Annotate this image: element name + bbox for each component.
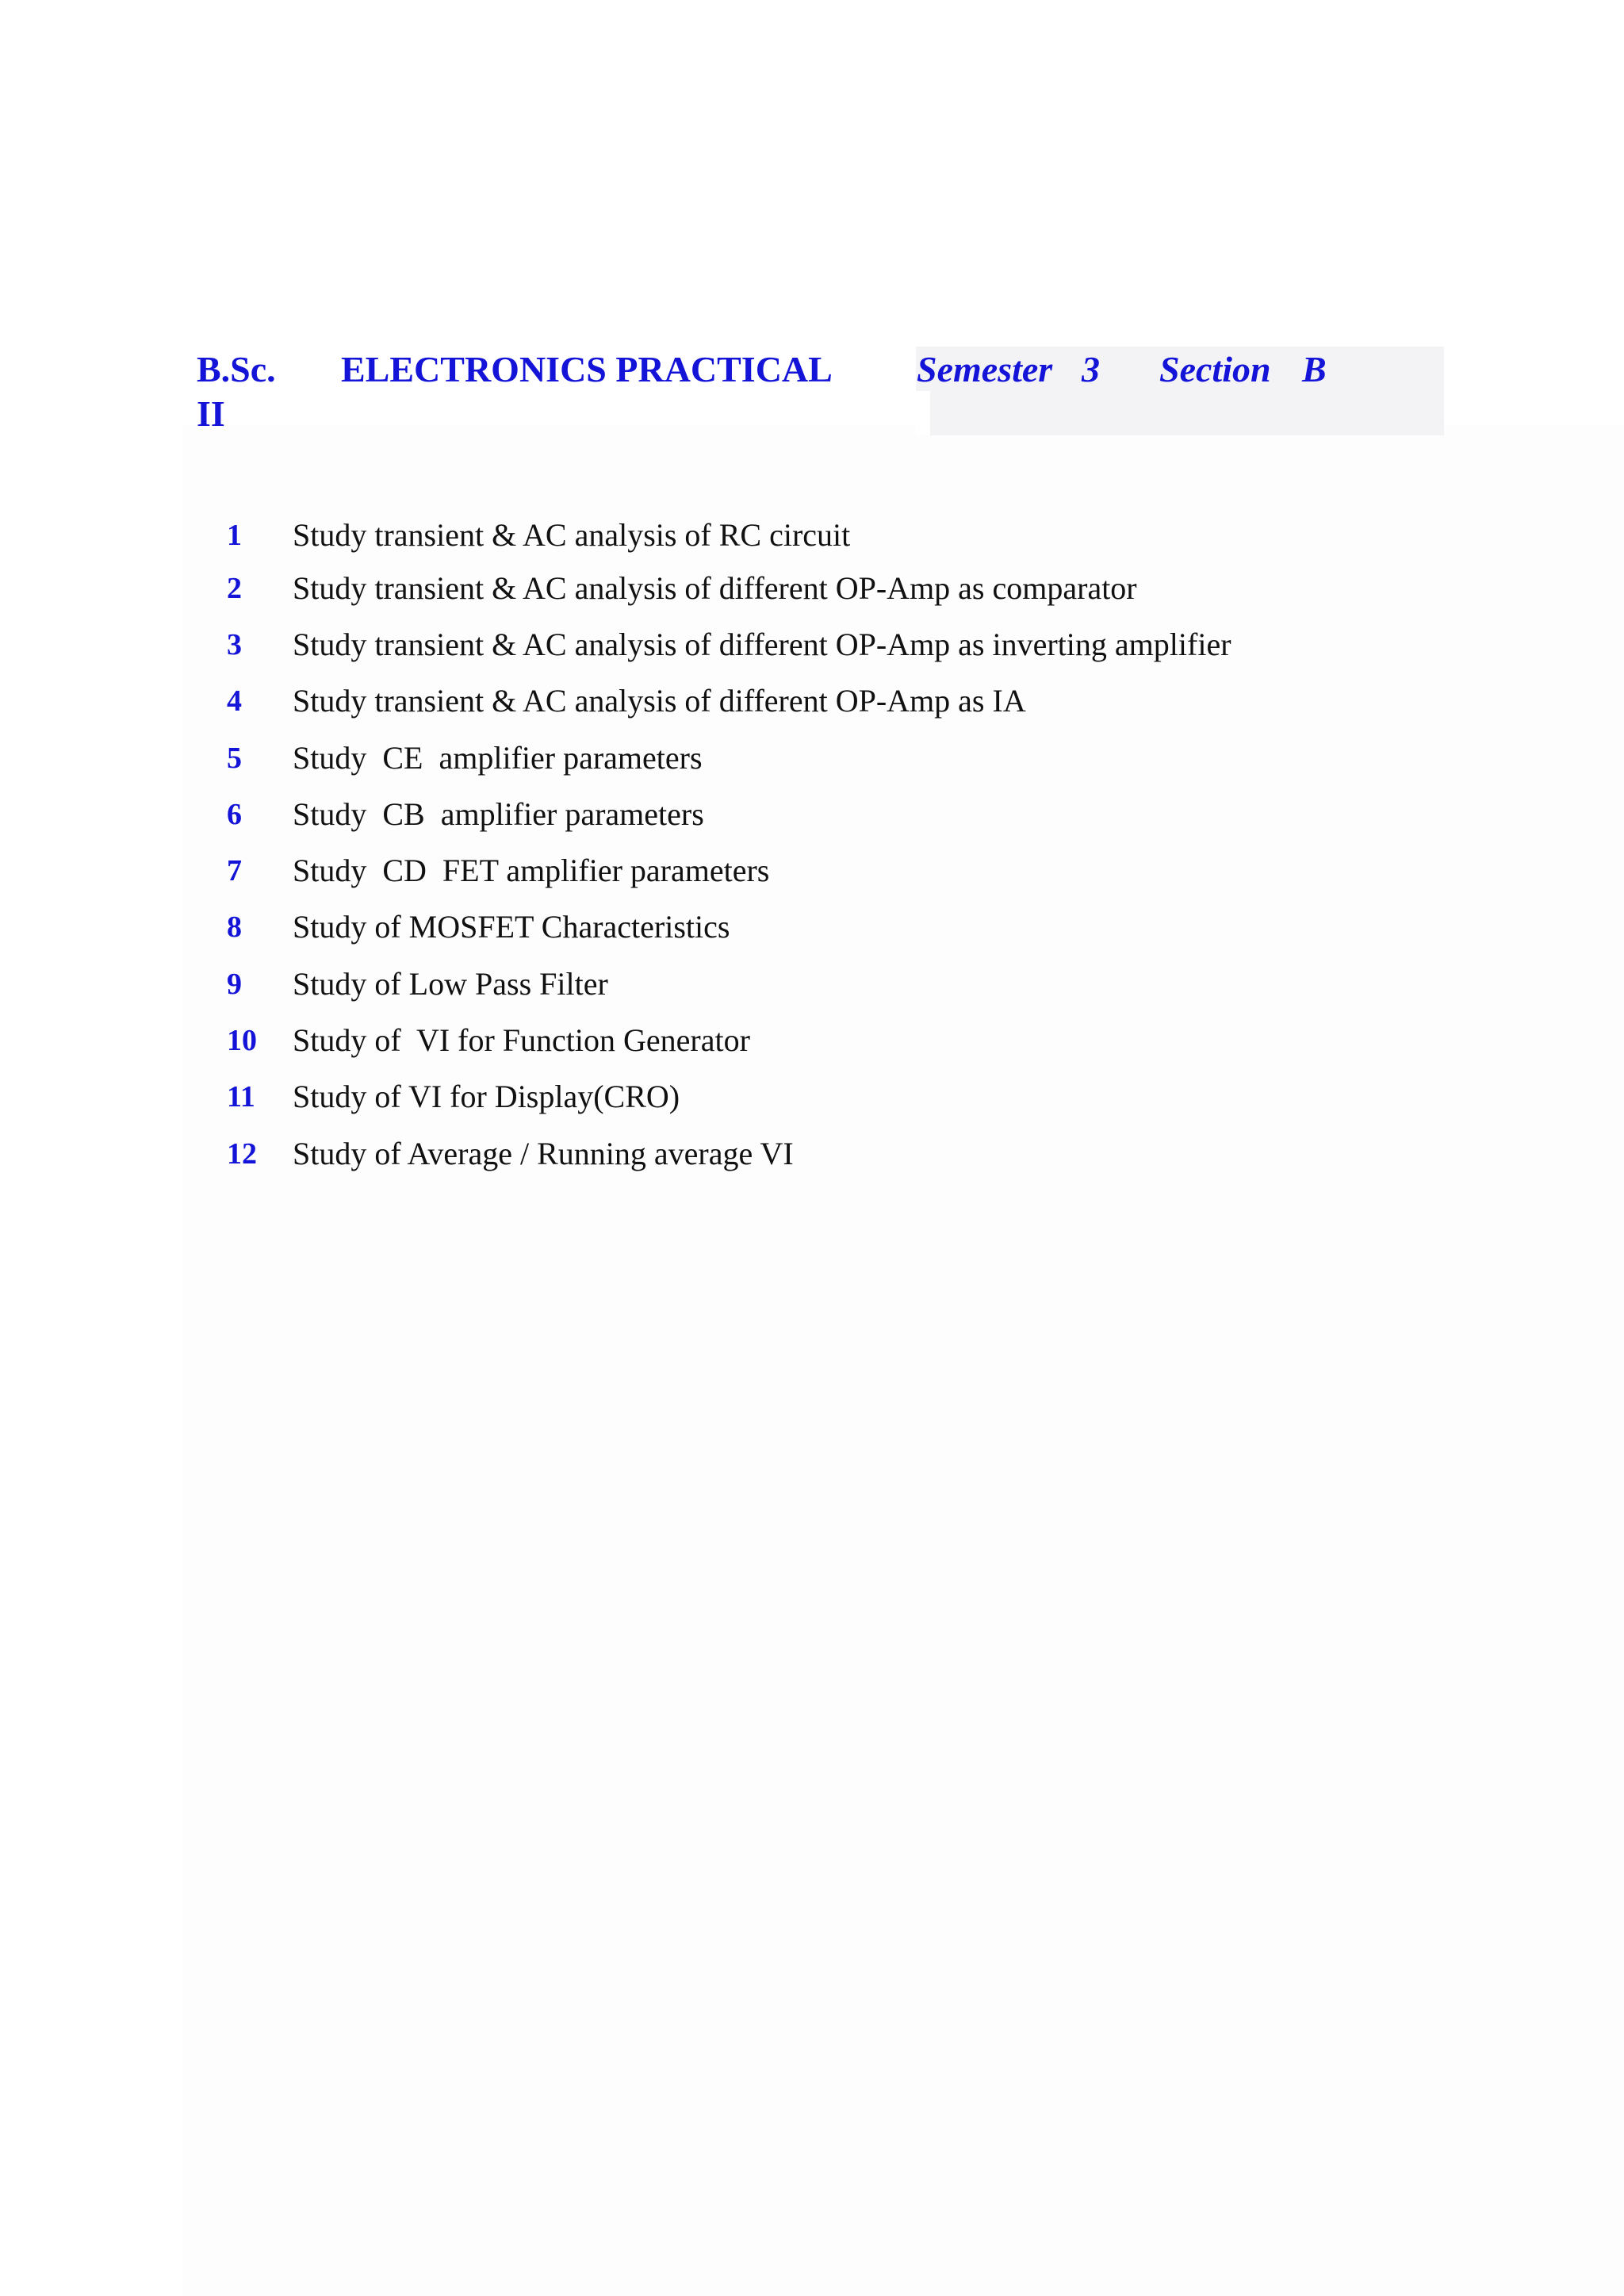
item-title: Study CE amplifier parameters <box>293 740 703 776</box>
year-label: II <box>197 393 225 434</box>
item-title: Study transient & AC analysis of different OP-Amp as comparator <box>293 570 1137 606</box>
item-title: Study transient & AC analysis of different OP-Amp as IA <box>293 683 1026 719</box>
item-number: 5 <box>227 742 242 775</box>
item-title: Study of VI for Display(CRO) <box>293 1079 680 1114</box>
item-number: 3 <box>227 628 242 661</box>
item-number: 8 <box>227 910 242 944</box>
item-number: 6 <box>227 798 242 831</box>
item-title: Study transient & AC analysis of RC circuit <box>293 517 851 553</box>
item-title: Study of Low Pass Filter <box>293 966 608 1002</box>
item-number: 10 <box>227 1024 257 1057</box>
item-title: Study CB amplifier parameters <box>293 796 704 832</box>
item-number: 1 <box>227 519 242 552</box>
item-number: 9 <box>227 968 242 1001</box>
section-value: B <box>1302 349 1327 389</box>
section-label: Section <box>1159 349 1271 389</box>
item-title: Study of VI for Function Generator <box>293 1022 750 1058</box>
item-title: Study of Average / Running average VI <box>293 1136 794 1171</box>
degree-label: B.Sc. <box>197 349 276 389</box>
semester-value: 3 <box>1082 349 1100 389</box>
semester-label: Semester <box>917 349 1053 389</box>
item-number: 7 <box>227 854 242 887</box>
document-title: ELECTRONICS PRACTICAL <box>341 349 833 389</box>
item-number: 2 <box>227 572 242 605</box>
item-title: Study of MOSFET Characteristics <box>293 909 730 945</box>
item-number: 4 <box>227 684 242 718</box>
item-number: 12 <box>227 1137 257 1171</box>
item-title: Study transient & AC analysis of different OP-Amp as inverting amplifier <box>293 627 1231 662</box>
header-highlight-notch <box>916 391 930 435</box>
item-number: 11 <box>227 1080 255 1114</box>
item-title: Study CD FET amplifier parameters <box>293 853 770 888</box>
